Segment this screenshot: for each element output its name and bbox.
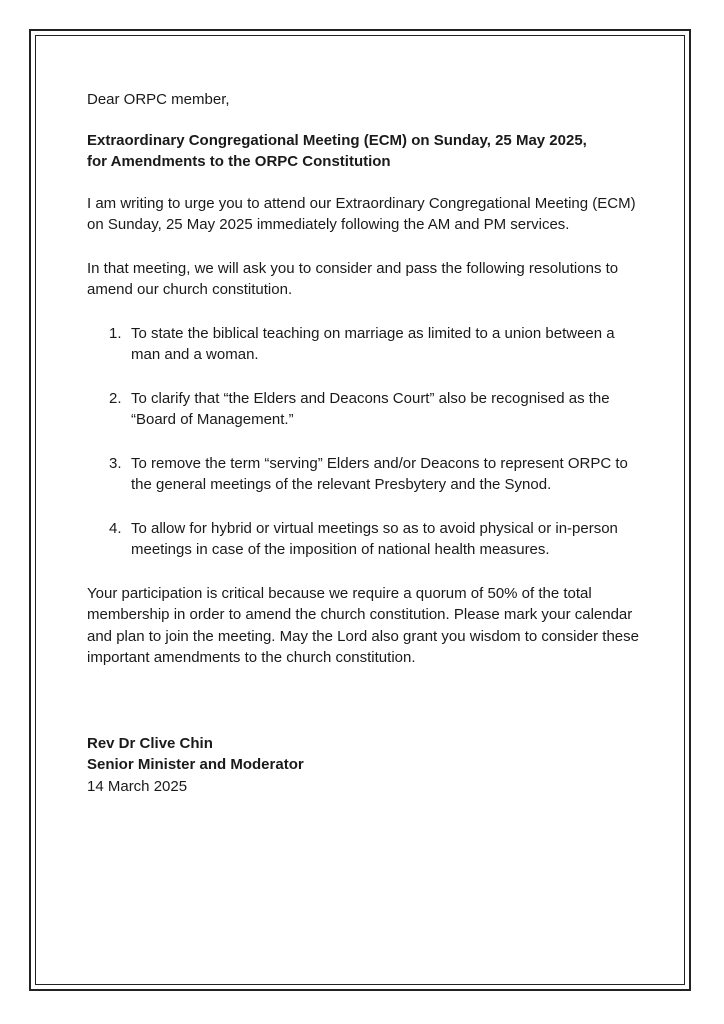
signatory-title: Senior Minister and Moderator [87, 756, 304, 773]
resolution-text: To allow for hybrid or virtual meetings so as to avoid physical or in-person meetings in case of the imposition of national health measures. [131, 519, 618, 558]
resolution-number: 2. [109, 389, 122, 407]
resolution-number: 1. [109, 324, 122, 342]
subject-heading [87, 130, 639, 173]
resolution-text: To state the biblical teaching on marriage as limited to a union between a man and a woman. [131, 324, 615, 363]
resolution-item [87, 388, 639, 431]
resolution-item [87, 453, 639, 496]
resolution-item [87, 518, 639, 561]
resolution-number: 3. [109, 454, 122, 472]
resolution-item [87, 323, 639, 366]
resolution-text: To clarify that “the Elders and Deacons Court” also be recognised as the “Board of Management.” [131, 389, 610, 428]
greeting: Dear ORPC member, [87, 91, 230, 108]
subject-line-1: Extraordinary Congregational Meeting (ECM) on Sunday, 25 May 2025, [87, 131, 587, 149]
letter-body [87, 89, 639, 797]
letter-date: 14 March 2025 [87, 777, 188, 795]
signatory-name: Rev Dr Clive Chin [87, 734, 213, 752]
signature-block [87, 733, 639, 798]
subject-line-2: for Amendments to the ORPC Constitution [87, 153, 391, 170]
resolutions-list [87, 323, 639, 561]
resolutions-intro-paragraph: In that meeting, we will ask you to consider and pass the following resolutions to amend our church constitution. [87, 259, 619, 298]
resolution-number: 4. [109, 519, 122, 537]
resolution-text: To remove the term “serving” Elders and/or Deacons to represent ORPC to the general meetings of the relevant Presbytery and the Synod. [131, 454, 628, 493]
closing-paragraph: Your participation is critical because we require a quorum of 50% of the total membership in order to amend the church constitution. Please mark your calendar and plan to join the meeting. May the Lord also grant you wisdom to consider these important amendments to the church constitution. [87, 584, 639, 666]
intro-paragraph: I am writing to urge you to attend our Extraordinary Congregational Meeting (ECM) on Sunday, 25 May 2025 immediately following the AM and PM services. [87, 194, 636, 233]
